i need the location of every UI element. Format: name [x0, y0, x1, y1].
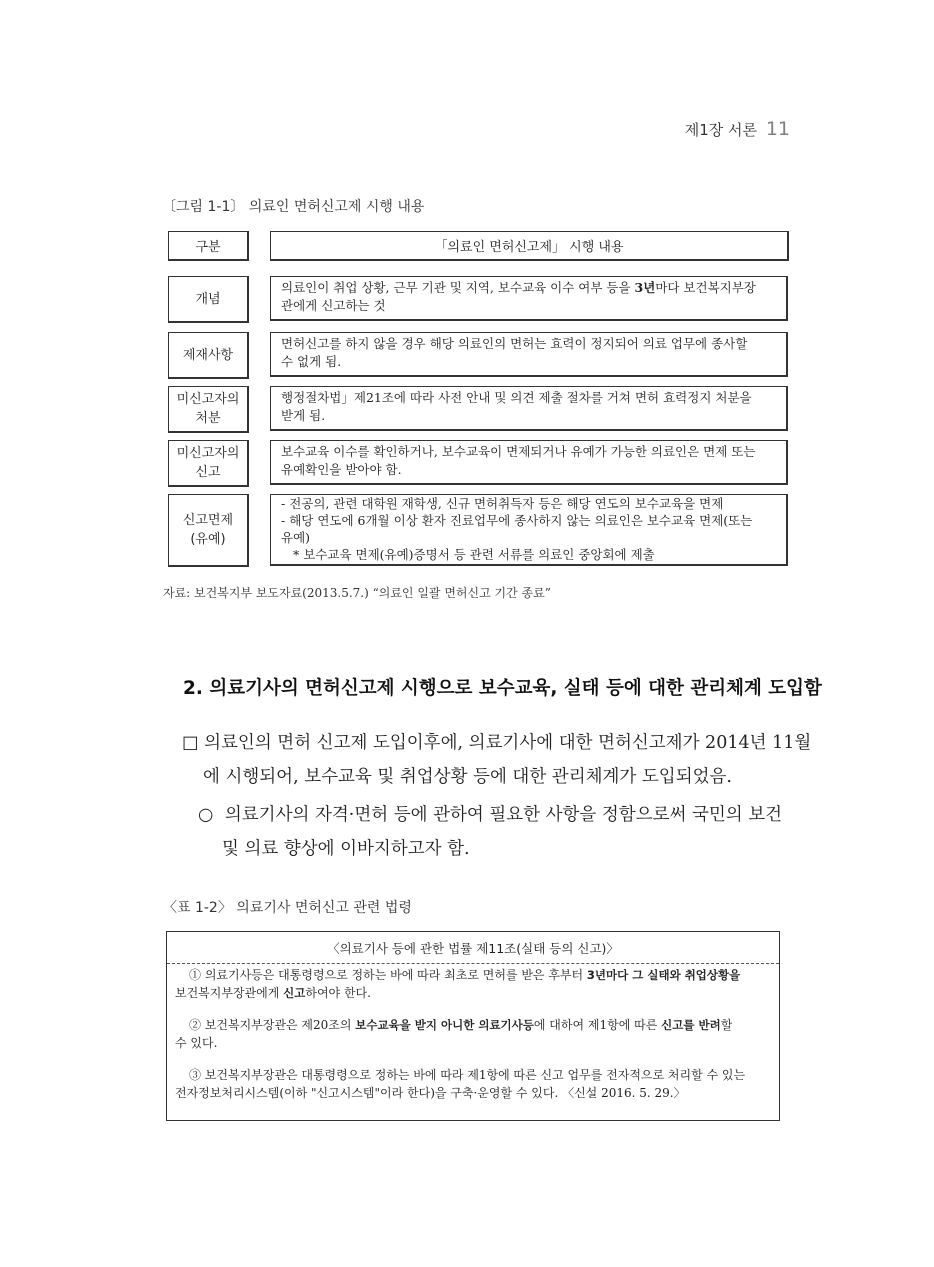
text-line: [175, 984, 773, 1002]
text-segment: 전자정보처리시스템(이하 "신고시스템"이라 한다)을 구축·운영할 수 있다. 〈신설 2016. 5. 29.〉: [175, 1086, 686, 1100]
text-line: [175, 966, 773, 984]
text-line: [281, 279, 778, 297]
paragraph-line: 및 의료 향상에 이바지하고자 함.: [222, 839, 470, 859]
text-segment: 할: [720, 1018, 733, 1032]
table-caption: 〈표 1-2〉 의료기사 면허신고 관련 법령: [163, 900, 412, 916]
figure-row-category: 신고면제 (유예): [168, 494, 249, 567]
figure-header-category-label: 구분: [195, 240, 221, 255]
text-segment: 하여야 한다.: [305, 986, 371, 1000]
text-line: [281, 335, 778, 353]
text-segment: - 해당 연도에 6개월 이상 환자 진료업무에 종사하지 않는 의료인은 보수교육 면제(또는: [281, 513, 753, 528]
circle-bullet-icon: ○: [198, 805, 214, 825]
text-line: [281, 297, 778, 315]
figure-caption: 〔그림 1-1〕 의료인 면허신고제 시행 내용: [162, 199, 425, 215]
text-line: [281, 461, 778, 479]
running-header: [0, 118, 790, 140]
text-segment: * 보수교육 면제(유예)증명서 등 관련 서류를 의료인 중앙회에 제출: [293, 547, 655, 562]
figure-source: 자료: 보건복지부 보도자료(2013.5.7.) “의료인 일괄 면허신고 기간 종료”: [163, 586, 551, 600]
text-segment: 유예): [281, 530, 311, 545]
law-paragraph: [175, 966, 773, 1002]
figure-row-category: 미신고자의 신고: [168, 440, 249, 487]
text-line: [175, 1016, 773, 1034]
text-line: [281, 495, 778, 512]
emphasis-text: 3년마다 그 실태와 취업상황을: [586, 968, 741, 982]
text-segment: 에 대하여 제1항에 따른: [533, 1018, 662, 1032]
text-segment: 면허신고를 하지 않을 경우 해당 의료인의 면허는 효력이 정지되어 의료 업무에 종사할: [281, 336, 748, 351]
text-line: [175, 1034, 773, 1052]
text-line: [281, 546, 778, 563]
paragraph-line: 에 시행되어, 보수교육 및 취업상황 등에 대한 관리체계가 도입되었음.: [203, 767, 732, 787]
figure-row-content: [270, 276, 788, 321]
section-title: 2. 의료기사의 면허신고제 시행으로 보수교육, 실태 등에 대한 관리체계 도입함: [183, 678, 822, 699]
text-segment: 유예확인을 받아야 함.: [281, 462, 402, 477]
figure-header-content-label: 「의료인 면허신고제」 시행 내용: [434, 240, 624, 255]
figure-header-category: [168, 231, 249, 261]
square-bullet-icon: □: [182, 733, 199, 753]
emphasis-text: 3년: [634, 280, 656, 295]
paragraph-line: 의료기사의 자격·면허 등에 관하여 필요한 사항을 정함으로써 국민의 보건: [224, 805, 783, 825]
text-segment: 마다 보건복지부장: [655, 280, 756, 295]
law-table-body: [167, 966, 779, 1102]
text-line: [281, 407, 778, 425]
figure-row-content: [270, 494, 788, 566]
text-segment: ② 보건복지부장관은 제20조의: [189, 1018, 356, 1032]
text-line: [281, 512, 778, 529]
emphasis-text: 신고: [283, 986, 306, 1000]
paragraph-circle-bullet: [198, 798, 782, 832]
text-segment: ③ 보건복지부장관은 대통령령으로 정하는 바에 따라 제1항에 따른 신고 업무를 전자적으로 처리할 수 있는: [189, 1068, 746, 1082]
paragraph-line: 의료인의 면허 신고제 도입이후에, 의료기사에 대한 면허신고제가 2014년 11월: [204, 733, 812, 753]
text-line: [281, 443, 778, 461]
emphasis-text: 보수교육을 받지 아니한 의료기사등: [355, 1018, 534, 1032]
figure-row-category: 제재사항: [168, 332, 249, 379]
paragraph-square-bullet: [182, 726, 811, 760]
figure-row-category: 미신고자의 처분: [168, 386, 249, 433]
text-line: [175, 1066, 773, 1084]
figure-row-category: 개념: [168, 276, 249, 323]
text-line: [281, 353, 778, 371]
text-segment: 의료인이 취업 상황, 근무 기관 및 지역, 보수교육 이수 여부 등을: [281, 280, 635, 295]
text-segment: 관에게 신고하는 것: [281, 298, 386, 313]
figure-row-content: [270, 386, 788, 431]
figure-header-content: [270, 231, 789, 261]
text-segment: 수 없게 됨.: [281, 354, 342, 369]
law-paragraph: [175, 1016, 773, 1052]
text-segment: 행정절차법」제21조에 따라 사전 안내 및 의견 제출 절차를 거쳐 면허 효력정지 처분을: [281, 390, 752, 405]
text-line: [175, 1084, 773, 1102]
text-segment: ① 의료기사등은 대통령령으로 정하는 바에 따라 최초로 면허를 받은 후부터: [189, 968, 587, 982]
text-line: [281, 389, 778, 407]
figure-row-content: [270, 440, 788, 485]
text-segment: 받게 됨.: [281, 408, 326, 423]
text-segment: 보건복지부장관에게: [175, 986, 284, 1000]
text-segment: 수 있다.: [175, 1036, 218, 1050]
text-line: [281, 529, 778, 546]
law-table-header: 〈의료기사 등에 관한 법률 제11조(실태 등의 신고)〉: [167, 932, 779, 964]
page-number: 11: [765, 118, 790, 140]
text-segment: - 전공의, 관련 대학원 재학생, 신규 면허취득자 등은 해당 연도의 보수교육을 면제: [281, 496, 724, 511]
law-table: [166, 931, 780, 1121]
emphasis-text: 신고를 반려: [661, 1018, 721, 1032]
figure-row-content: [270, 332, 788, 377]
text-segment: 보수교육 이수를 확인하거나, 보수교육이 면제되거나 유예가 가능한 의료인은 면제 또는: [281, 444, 756, 459]
law-paragraph: [175, 1066, 773, 1102]
chapter-label: 제1장 서론: [684, 121, 758, 139]
